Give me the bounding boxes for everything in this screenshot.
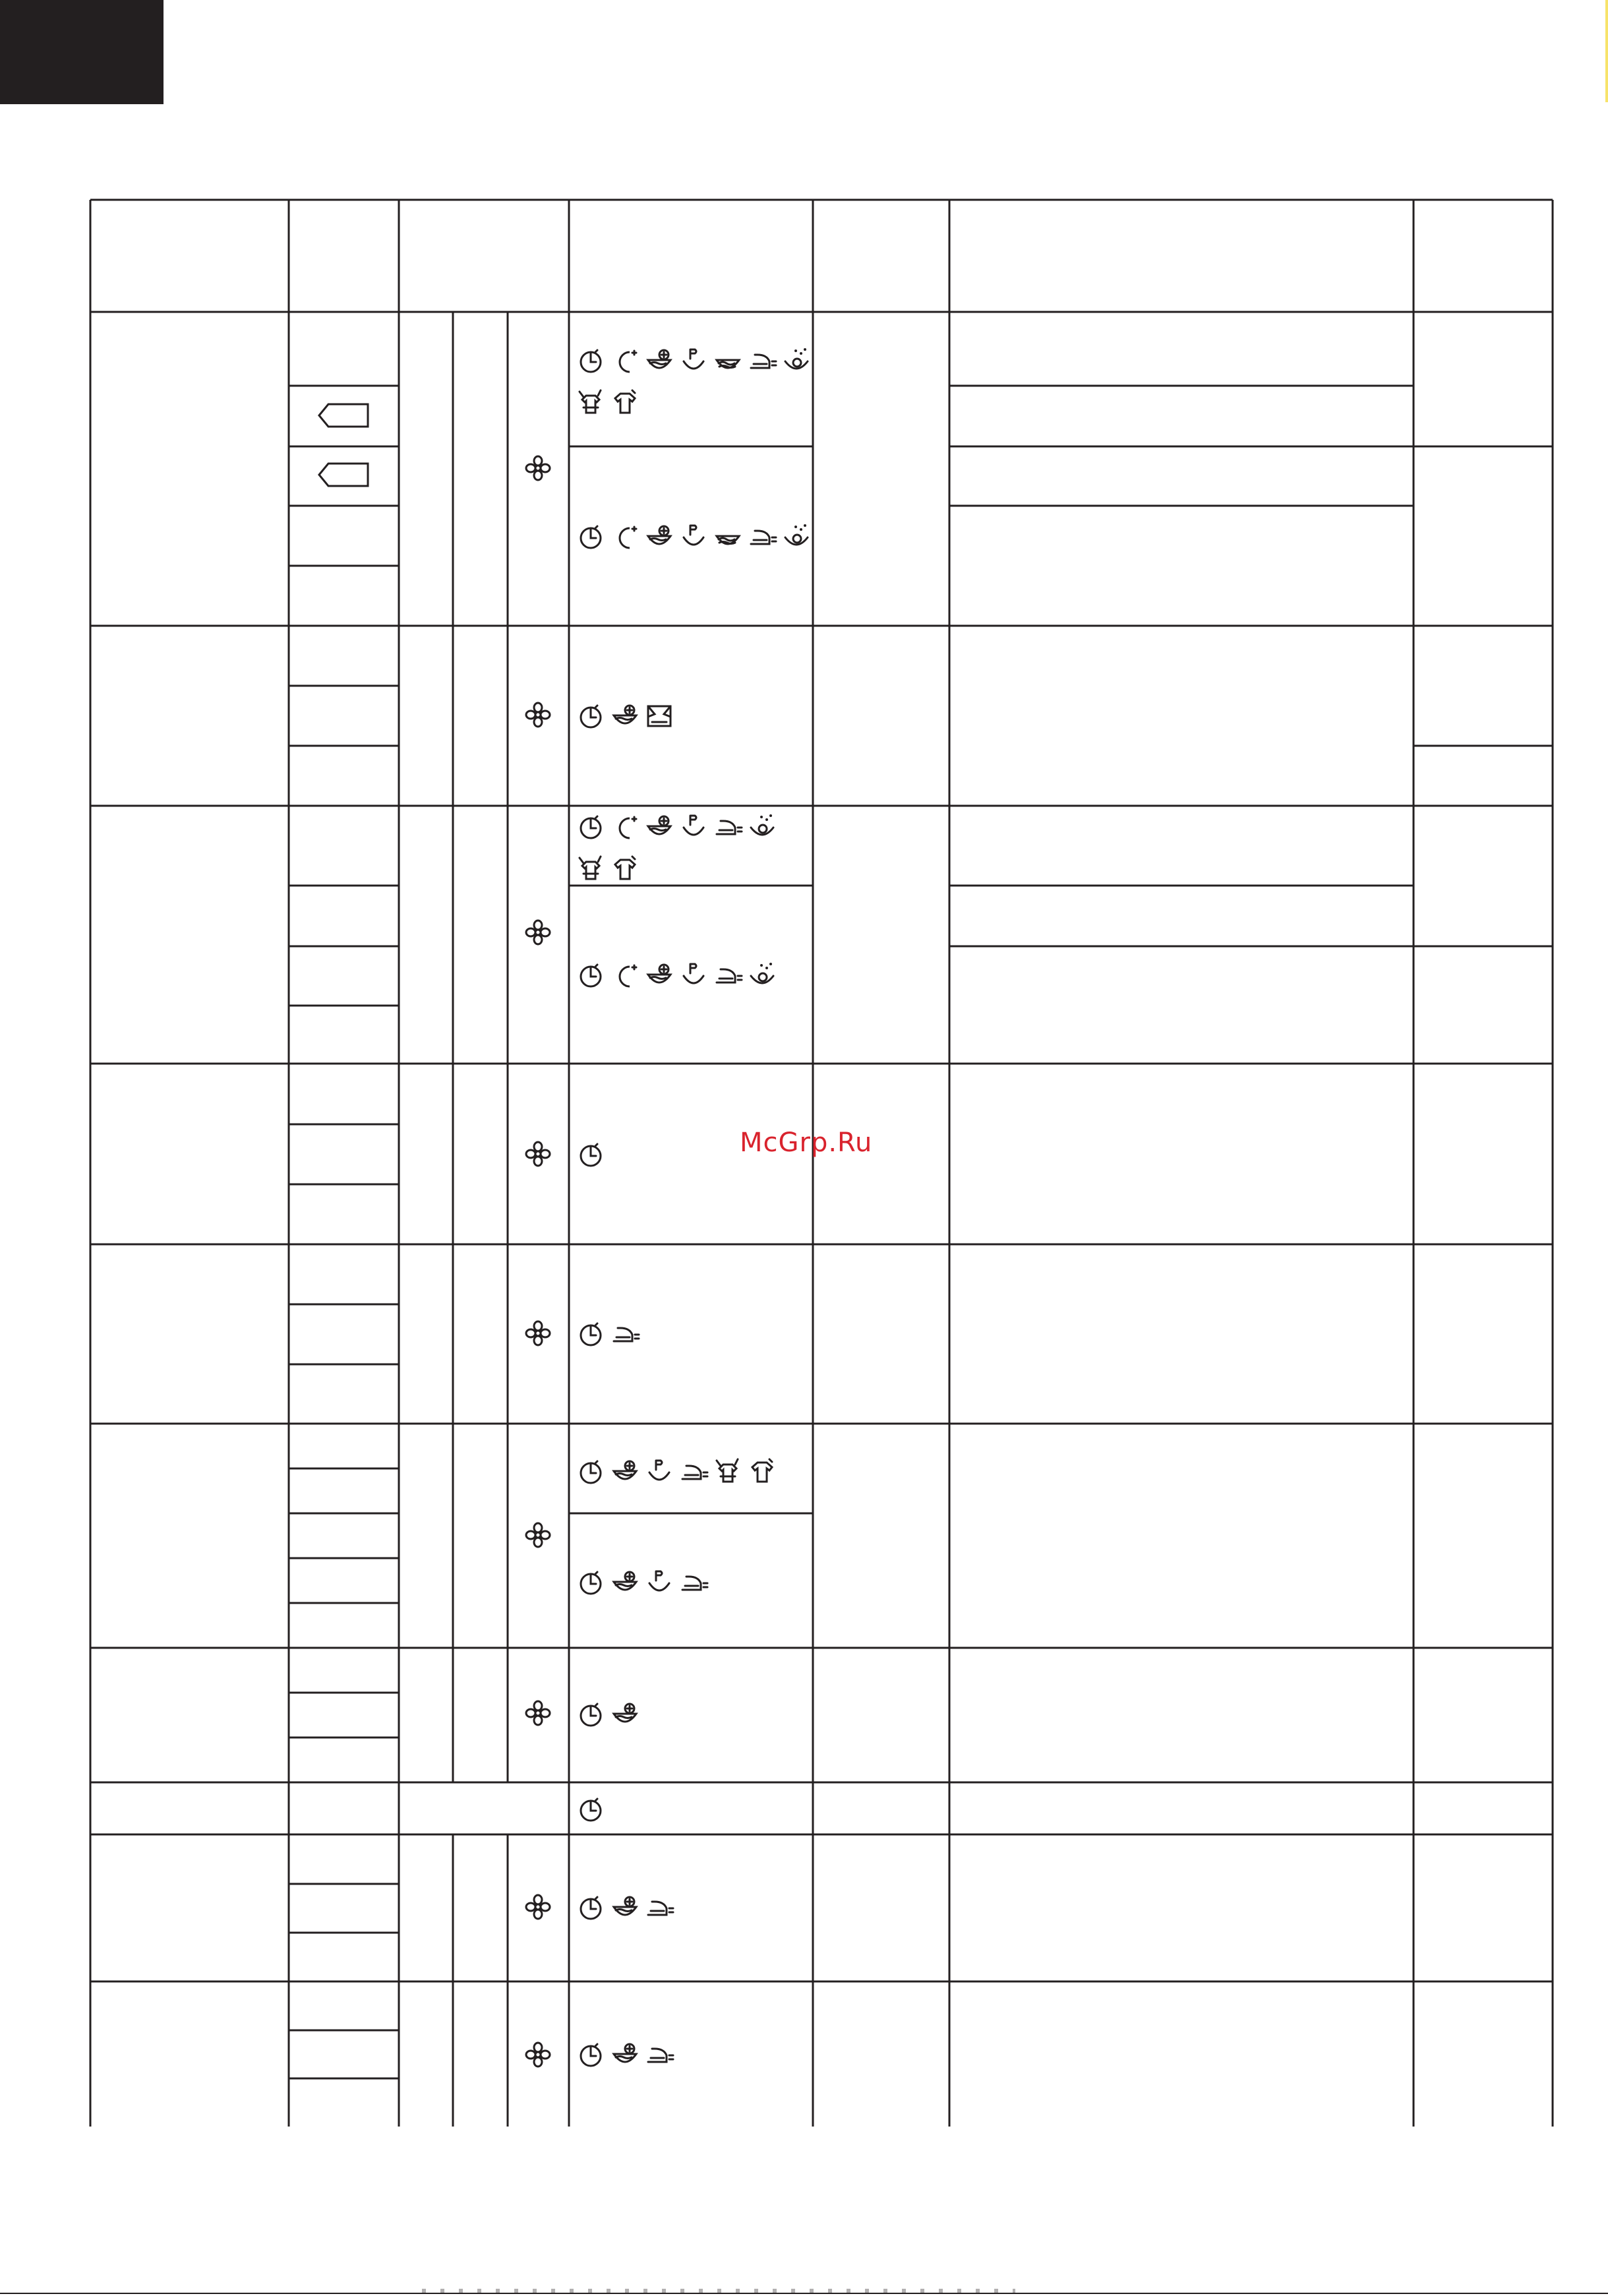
- timer-icon: [576, 346, 606, 376]
- prewash-icon: [644, 1567, 674, 1598]
- icon-row: [576, 1139, 606, 1170]
- iron-icon: [678, 1567, 709, 1598]
- icon-row: [576, 1456, 777, 1488]
- icon-row: [576, 1567, 709, 1598]
- timer-icon: [576, 1457, 606, 1487]
- rinse-plus-icon: [747, 812, 777, 842]
- spin-fan-icon: [525, 1894, 551, 1920]
- icon-row: [576, 1892, 674, 1923]
- iron-icon: [644, 2039, 674, 2070]
- intensive-icon: [610, 1457, 640, 1487]
- shirt-wet-icon: [576, 388, 606, 418]
- timer-icon: [576, 960, 606, 990]
- night-icon: [610, 522, 640, 552]
- night-icon: [610, 346, 640, 376]
- label-tag-icon: [318, 462, 369, 488]
- soak-icon: [713, 522, 743, 552]
- timer-icon: [576, 1319, 606, 1349]
- spin-fan-icon: [525, 1320, 551, 1346]
- iron-icon: [610, 1319, 640, 1349]
- intensive-icon: [610, 2039, 640, 2070]
- timer-icon: [576, 701, 606, 731]
- icon-row: [576, 700, 674, 732]
- icon-row: [576, 1699, 640, 1730]
- page-bottom-marks: [422, 2289, 1015, 2293]
- icon-row: [576, 521, 812, 553]
- timer-icon: [576, 522, 606, 552]
- icon-row: [576, 387, 640, 419]
- rinse-plus-icon: [781, 522, 812, 552]
- intensive-icon: [644, 960, 674, 990]
- spin-fan-icon: [525, 1522, 551, 1548]
- shirt-icon: [610, 854, 640, 884]
- icon-row: [576, 853, 640, 885]
- prewash-icon: [678, 960, 709, 990]
- timer-icon: [576, 1567, 606, 1598]
- spin-fan-icon: [525, 919, 551, 946]
- icon-row: [576, 2039, 674, 2070]
- wool-icon: [644, 701, 674, 731]
- iron-icon: [747, 346, 777, 376]
- icon-row: [576, 811, 777, 843]
- rinse-plus-icon: [747, 960, 777, 990]
- timer-icon: [576, 1699, 606, 1730]
- spin-fan-icon: [525, 2041, 551, 2068]
- shirt-icon: [747, 1457, 777, 1487]
- intensive-icon: [644, 346, 674, 376]
- spin-fan-icon: [525, 702, 551, 728]
- intensive-icon: [644, 812, 674, 842]
- prewash-icon: [644, 1457, 674, 1487]
- timer-icon: [576, 2039, 606, 2070]
- intensive-icon: [610, 1567, 640, 1598]
- prewash-icon: [678, 346, 709, 376]
- iron-icon: [678, 1457, 709, 1487]
- night-icon: [610, 812, 640, 842]
- intensive-icon: [644, 522, 674, 552]
- icon-row: [576, 345, 812, 377]
- shirt-icon: [610, 388, 640, 418]
- icon-row: [576, 1318, 640, 1350]
- shirt-wet-icon: [576, 854, 606, 884]
- intensive-icon: [610, 1892, 640, 1923]
- timer-icon: [576, 1794, 606, 1825]
- night-icon: [610, 960, 640, 990]
- shirt-wet-icon: [713, 1457, 743, 1487]
- iron-icon: [713, 812, 743, 842]
- timer-icon: [576, 1892, 606, 1923]
- rinse-plus-icon: [781, 346, 812, 376]
- iron-icon: [747, 522, 777, 552]
- prewash-icon: [678, 522, 709, 552]
- icon-row: [576, 1794, 606, 1825]
- spin-fan-icon: [525, 455, 551, 481]
- prewash-icon: [678, 812, 709, 842]
- intensive-icon: [610, 701, 640, 731]
- spin-fan-icon: [525, 1700, 551, 1726]
- icon-row: [576, 959, 777, 991]
- label-tag-icon: [318, 402, 369, 429]
- iron-icon: [713, 960, 743, 990]
- intensive-icon: [610, 1699, 640, 1730]
- watermark: McGrp.Ru: [740, 1128, 873, 1158]
- iron-icon: [644, 1892, 674, 1923]
- timer-icon: [576, 812, 606, 842]
- timer-icon: [576, 1139, 606, 1170]
- soak-icon: [713, 346, 743, 376]
- page-bottom-rule: [0, 2293, 1608, 2294]
- spin-fan-icon: [525, 1141, 551, 1167]
